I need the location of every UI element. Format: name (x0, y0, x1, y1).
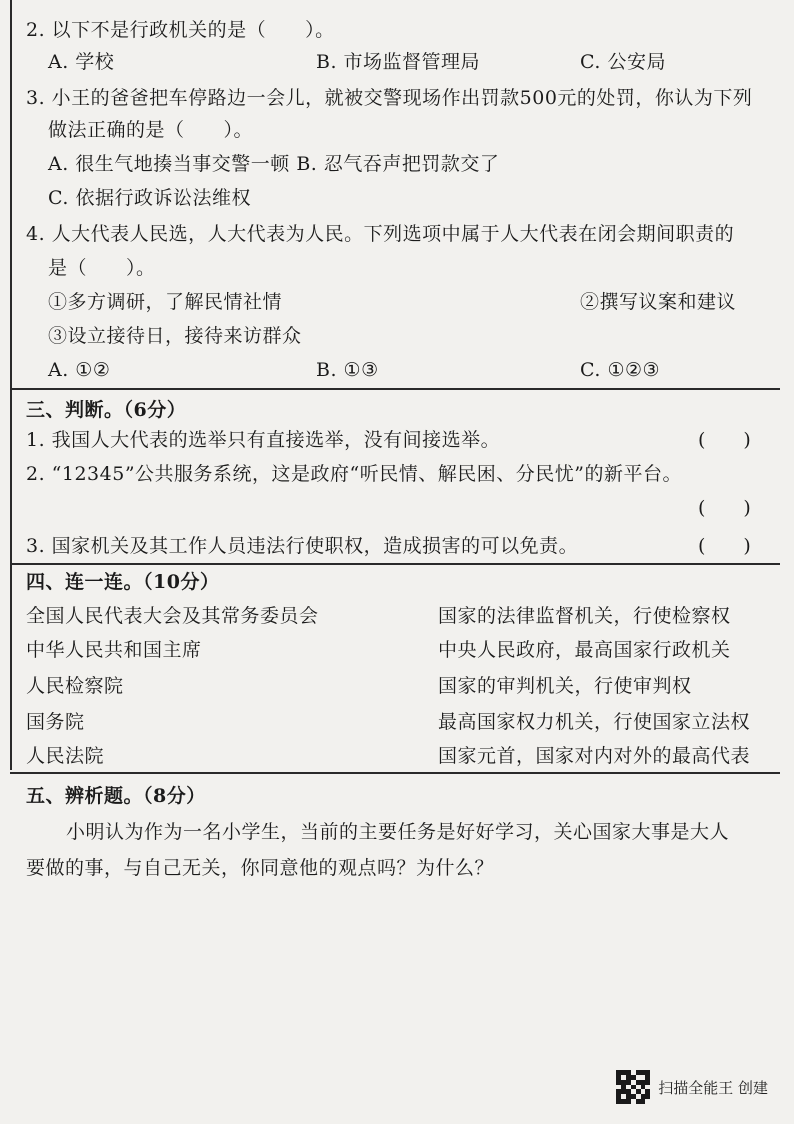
q2-stem: 2. 以下不是行政机关的是（ ）。 (26, 19, 335, 41)
q4-statement-1: ①多方调研，了解民情社情 (48, 291, 283, 313)
section-divider (10, 563, 780, 565)
scanner-watermark (616, 1070, 768, 1104)
section5-question-line2: 要做的事，与自己无关，你同意他的观点吗？为什么？ (26, 857, 495, 879)
answer-paren-3[interactable]: ( ) (698, 535, 751, 557)
q2-option-b: B. 市场监督管理局 (316, 51, 481, 73)
q4-stem-line1: 4. 人大代表人民选，人大代表为人民。下列选项中属于人大代表在闭会期间职责的 (26, 223, 735, 245)
match-left-item[interactable]: 全国人民代表大会及其常务委员会 (26, 605, 319, 627)
match-left-item[interactable]: 人民检察院 (26, 675, 124, 697)
answer-paren-2[interactable]: ( ) (698, 497, 751, 519)
q2-option-a: A. 学校 (48, 51, 115, 73)
section5-question-line1: 小明认为作为一名小学生，当前的主要任务是好好学习，关心国家大事是大人 (66, 821, 730, 843)
section-divider (10, 388, 780, 390)
match-left-item[interactable]: 人民法院 (26, 745, 105, 767)
judge-item-3: 3. 国家机关及其工作人员违法行使职权，造成损害的可以免责。 (26, 535, 579, 557)
section-divider (10, 772, 780, 774)
q3-stem-line1: 3. 小王的爸爸把车停路边一会儿，就被交警现场作出罚款500元的处罚，你认为下列 (26, 87, 753, 109)
section4-title: 四、连一连。（10分） (26, 571, 220, 593)
qr-code-icon (616, 1070, 650, 1104)
section3-title: 三、判断。（6分） (26, 399, 187, 421)
match-right-item[interactable]: 国家元首，国家对内对外的最高代表 (438, 745, 751, 767)
match-left-item[interactable]: 中华人民共和国主席 (26, 639, 202, 661)
q4-option-a: A. ①② (48, 359, 111, 381)
q4-option-b: B. ①③ (316, 359, 379, 381)
judge-item-1: 1. 我国人大代表的选举只有直接选举，没有间接选举。 (26, 429, 501, 451)
q4-statement-3: ③设立接待日，接待来访群众 (48, 325, 302, 347)
q2-option-c: C. 公安局 (580, 51, 666, 73)
match-right-item[interactable]: 国家的审判机关，行使审判权 (438, 675, 692, 697)
footer-text: 扫描全能王 创建 (658, 1078, 768, 1097)
q3-stem-line2: 做法正确的是（ ）。 (48, 119, 254, 141)
q4-option-c: C. ①②③ (580, 359, 661, 381)
answer-paren-1[interactable]: ( ) (698, 429, 751, 451)
left-border (10, 0, 12, 770)
match-right-item[interactable]: 国家的法律监督机关，行使检察权 (438, 605, 731, 627)
q3-option-c: C. 依据行政诉讼法维权 (48, 187, 251, 209)
q4-stem-line2: 是（ ）。 (48, 257, 156, 279)
section5-title: 五、辨析题。（8分） (26, 785, 206, 807)
q3-options-ab: A. 很生气地揍当事交警一顿 B. 忍气吞声把罚款交了 (48, 153, 500, 175)
match-left-item[interactable]: 国务院 (26, 711, 85, 733)
match-right-item[interactable]: 中央人民政府，最高国家行政机关 (438, 639, 731, 661)
judge-item-2: 2. “12345”公共服务系统，这是政府“听民情、解民困、分民忧”的新平台。 (26, 463, 682, 485)
match-right-item[interactable]: 最高国家权力机关，行使国家立法权 (438, 711, 751, 733)
q4-statement-2: ②撰写议案和建议 (580, 291, 737, 313)
